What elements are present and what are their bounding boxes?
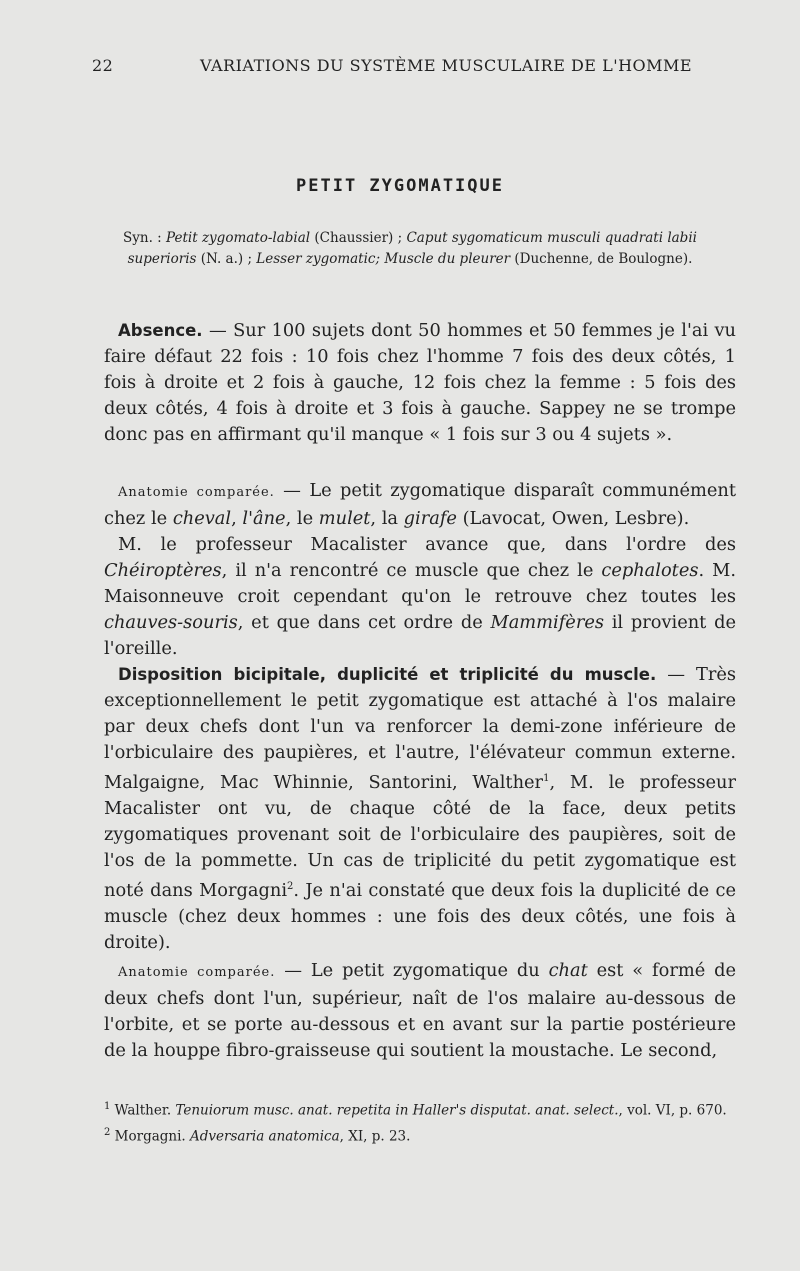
paragraph-text: — Très exceptionnellement le petit zygomatique est attaché à l'os malaire par deux chefs dont l'un va renforcer la demi-zone inférieure de l'orbiculaire des paupières, et l'autre, l'élévateur commun externe. Malgaigne, Mac Whinnie, Santorini, Walther <box>104 664 737 793</box>
paragraph-text: , <box>231 508 243 529</box>
italic-term: l'âne <box>242 508 286 529</box>
anatomy-block-2 <box>104 958 736 1064</box>
italic-term: cheval <box>172 508 232 529</box>
paragraph-text: — Sur 100 sujets dont 50 hommes et 50 femmes je l'ai vu faire défaut 22 fois : 10 fois chez l'homme 7 fois des deux côtés, 1 fois à droite et 2 fois à gauche, 12 fois chez la femme : 5 fois des deux côtés, 4 fois à droite et 3 fois à gauche. Sappey ne se trompe donc pas en affirmant qu'il manque « 1 fois sur 3 ou 4 sujets ». <box>104 320 736 445</box>
paragraph-text: , le <box>285 508 319 529</box>
paragraph-text: , la <box>370 508 404 529</box>
paragraph-text: il provient de l'oreille. <box>104 612 736 659</box>
syn-term: Caput sygomaticum musculi quadrati labii superioris <box>127 230 697 267</box>
paragraph-text: (Lavocat, Owen, Lesbre). <box>456 508 690 529</box>
lead-anatomie-comparee: Anatomie comparée. <box>118 965 276 980</box>
paragraph-text: est « formé de deux chefs dont l'un, supérieur, naît de l'os malaire au-dessous de l'orbite, et se porte au-dessous et en avant sur la partie postérieure de la houppe fibro-graisseuse qui soutient la moustache. Le second, <box>104 960 736 1061</box>
synonyms <box>120 228 700 270</box>
paragraph-absence <box>104 318 736 448</box>
anatomy-block-1 <box>104 478 736 662</box>
lead-absence: Absence. <box>118 321 203 340</box>
paragraph-text: , M. le professeur Macalister ont vu, de chaque côté de la face, deux petits zygomatiques provenant soit de l'orbiculaire des paupières, soit de l'os de la pommette. Un cas de triplicité du petit zygomatique est noté dans Morgagni <box>104 771 736 901</box>
footnote-text: Morgagni. <box>110 1128 190 1144</box>
paragraph-text: , il n'a rencontré ce muscle que chez le <box>221 560 602 581</box>
footnote-ref: 2 <box>287 880 294 892</box>
paragraph-text: M. le professeur Macalister avance que, dans l'ordre des <box>118 534 736 555</box>
syn-text: (Duchenne, de Boulogne). <box>510 251 693 267</box>
italic-term: chat <box>548 960 588 981</box>
italic-term: mulet <box>318 508 371 529</box>
paragraph-text: . Je n'ai constaté que deux fois la duplicité de ce muscle (chez deux hommes : une fois des deux côtés, une fois à droite). <box>104 879 737 953</box>
paragraph-anatomie-comparee-2 <box>104 532 736 662</box>
footnotes <box>104 1096 744 1147</box>
running-title: VARIATIONS DU SYSTÈME MUSCULAIRE DE L'HOMME <box>200 56 693 75</box>
footnote-text: , XI, p. 23. <box>339 1128 411 1144</box>
footnote-2 <box>104 1122 744 1148</box>
lead-disposition: Disposition bicipitale, duplicité et triplicité du muscle. <box>118 665 657 684</box>
syn-text: (Chaussier) ; <box>310 230 407 246</box>
syn-term: Petit zygomato-labial <box>166 230 311 246</box>
syn-text: (N. a.) ; <box>196 251 257 267</box>
page-number: 22 <box>92 56 114 75</box>
italic-term: cephalotes <box>601 560 699 581</box>
paragraph-text: . M. Maisonneuve croit cependant qu'on le retrouve chez toutes les <box>104 560 736 607</box>
paragraph-text: — Le petit zygomatique disparaît communément chez le <box>104 480 736 529</box>
footnote-ref: 1 <box>543 773 550 784</box>
disposition-block <box>104 662 736 956</box>
footnote-1 <box>104 1096 744 1122</box>
footnote-title: Adversaria anatomica <box>190 1128 340 1144</box>
footnote-title: Tenuiorum musc. anat. repetita in Haller's disputat. anat. select. <box>175 1102 619 1119</box>
footnote-number: 1 <box>104 1101 111 1112</box>
paragraph-text: — Le petit zygomatique du <box>275 960 549 981</box>
syn-prefix: Syn. : <box>123 230 167 246</box>
lead-anatomie-comparee: Anatomie comparée. <box>118 485 275 500</box>
italic-term: Chéiroptères <box>104 560 222 581</box>
italic-term: girafe <box>403 508 457 529</box>
absence-block <box>104 318 736 448</box>
paragraph-disposition <box>104 662 736 956</box>
italic-term: chauves-souris <box>104 612 238 633</box>
footnote-text: , vol. VI, p. 670. <box>618 1102 727 1119</box>
footnote-text: Walther. <box>110 1102 176 1119</box>
section-title: PETIT ZYGOMATIQUE <box>296 176 504 196</box>
paragraph-text: , et que dans cet ordre de <box>237 612 491 633</box>
syn-term: Lesser zygomatic; Muscle du pleurer <box>256 251 511 267</box>
paragraph-anatomie-comparee-3 <box>104 958 736 1064</box>
italic-term: Mammifères <box>490 612 604 633</box>
footnote-number: 2 <box>104 1126 111 1138</box>
paragraph-anatomie-comparee-1 <box>104 478 736 532</box>
